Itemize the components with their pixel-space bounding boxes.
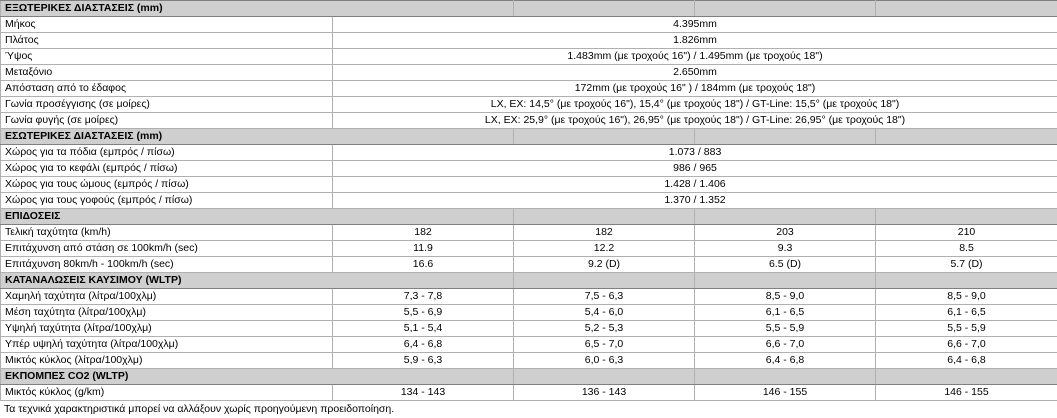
row-label: Τελική ταχύτητα (km/h) (1, 225, 333, 241)
row-value: 6,4 - 6,8 (333, 337, 514, 353)
header-blank-cell (695, 273, 876, 289)
section-title: ΕΠΙΔΟΣΕΙΣ (1, 209, 514, 225)
header-blank-cell (695, 1, 876, 17)
row-value: 986 / 965 (333, 161, 1057, 177)
row-label: Χώρος για τα πόδια (εμπρός / πίσω) (1, 145, 333, 161)
row-value: 7,3 - 7,8 (333, 289, 514, 305)
row-value: 1.428 / 1.406 (333, 177, 1057, 193)
row-value: 6,6 - 7,0 (876, 337, 1057, 353)
row-value: 6,1 - 6,5 (695, 305, 876, 321)
row-value: 182 (514, 225, 695, 241)
section-title: ΕΞΩΤΕΡΙΚΕΣ ΔΙΑΣΤΑΣΕΙΣ (mm) (1, 1, 514, 17)
table-row (1, 337, 1057, 353)
row-value: 5,1 - 5,4 (333, 321, 514, 337)
row-value: 6,5 - 7,0 (514, 337, 695, 353)
row-value: 136 - 143 (514, 385, 695, 401)
row-value: 8,5 - 9,0 (695, 289, 876, 305)
row-value: 210 (876, 225, 1057, 241)
row-value: 6,0 - 6,3 (514, 353, 695, 369)
table-row (1, 161, 1057, 177)
section-header (1, 129, 1057, 145)
header-blank-cell (514, 273, 695, 289)
row-label: Μέση ταχύτητα (λίτρα/100χλμ) (1, 305, 333, 321)
header-blank-cell (876, 209, 1057, 225)
row-value: 6,1 - 6,5 (876, 305, 1057, 321)
table-row (1, 257, 1057, 273)
row-value: 5,2 - 5,3 (514, 321, 695, 337)
header-blank-cell (876, 129, 1057, 145)
row-value: 1.483mm (με τροχούς 16") / 1.495mm (με τροχούς 18") (333, 49, 1057, 65)
row-label: Χώρος για τους γοφούς (εμπρός / πίσω) (1, 193, 333, 209)
row-value: 8.5 (876, 241, 1057, 257)
row-label: Ύψος (1, 49, 333, 65)
row-label: Χαμηλή ταχύτητα (λίτρα/100χλμ) (1, 289, 333, 305)
row-label: Μικτός κύκλος (g/km) (1, 385, 333, 401)
row-value: LX, EX: 14,5° (με τροχούς 16"), 15,4° (με τροχούς 18") / GT-Line: 15,5° (με τροχούς 18") (333, 97, 1057, 113)
table-row (1, 81, 1057, 97)
header-blank-cell (695, 369, 876, 385)
row-value: 5.7 (D) (876, 257, 1057, 273)
header-blank-cell (876, 273, 1057, 289)
header-blank-cell (695, 209, 876, 225)
row-label: Μεταξόνιο (1, 65, 333, 81)
row-value: 6,4 - 6,8 (695, 353, 876, 369)
row-label: Μήκος (1, 17, 333, 33)
row-value: 9.2 (D) (514, 257, 695, 273)
row-label: Γωνία προσέγγισης (σε μοίρες) (1, 97, 333, 113)
section-header (1, 1, 1057, 17)
footnote: Τα τεχνικά χαρακτηριστικά μπορεί να αλλάξουν χωρίς προηγούμενη προειδοποίηση. (0, 401, 1057, 418)
header-blank-cell (876, 1, 1057, 17)
table-row (1, 33, 1057, 49)
header-blank-cell (695, 129, 876, 145)
row-value: 146 - 155 (876, 385, 1057, 401)
row-value: 1.073 / 883 (333, 145, 1057, 161)
header-blank-cell (876, 369, 1057, 385)
table-row (1, 177, 1057, 193)
table-row (1, 65, 1057, 81)
row-label: Πλάτος (1, 33, 333, 49)
section-header (1, 369, 1057, 385)
section-title: ΕΣΩΤΕΡΙΚΕΣ ΔΙΑΣΤΑΣΕΙΣ (mm) (1, 129, 514, 145)
table-row (1, 305, 1057, 321)
row-label: Επιτάχυνση από στάση σε 100km/h (sec) (1, 241, 333, 257)
header-blank-cell (514, 1, 695, 17)
table-row (1, 225, 1057, 241)
row-value: 12.2 (514, 241, 695, 257)
header-blank-cell (514, 369, 695, 385)
row-label: Απόσταση από το έδαφος (1, 81, 333, 97)
row-label: Χώρος για τους ώμους (εμπρός / πίσω) (1, 177, 333, 193)
row-value: 6.5 (D) (695, 257, 876, 273)
table-row (1, 321, 1057, 337)
table-row (1, 113, 1057, 129)
row-label: Υψηλή ταχύτητα (λίτρα/100χλμ) (1, 321, 333, 337)
row-label: Υπέρ υψηλή ταχύτητα (λίτρα/100χλμ) (1, 337, 333, 353)
row-value: 5,9 - 6,3 (333, 353, 514, 369)
section-header (1, 273, 1057, 289)
row-value: 4.395mm (333, 17, 1057, 33)
row-value: 9.3 (695, 241, 876, 257)
section-title: ΕΚΠΟΜΠΕΣ CO2 (WLTP) (1, 369, 514, 385)
row-value: 11.9 (333, 241, 514, 257)
row-value: 1.826mm (333, 33, 1057, 49)
row-value: 134 - 143 (333, 385, 514, 401)
table-row (1, 241, 1057, 257)
table-row (1, 353, 1057, 369)
row-value: LX, EX: 25,9° (με τροχούς 16"), 26,95° (με τροχούς 18") / GT-Line: 26,95° (με τροχούς 18") (333, 113, 1057, 129)
table-row (1, 385, 1057, 401)
row-value: 5,4 - 6,0 (514, 305, 695, 321)
table-row (1, 145, 1057, 161)
row-value: 172mm (με τροχούς 16" ) / 184mm (με τροχούς 18") (333, 81, 1057, 97)
row-value: 16.6 (333, 257, 514, 273)
row-value: 6,6 - 7,0 (695, 337, 876, 353)
table-row (1, 289, 1057, 305)
row-value: 6,4 - 6,8 (876, 353, 1057, 369)
row-label: Χώρος για το κεφάλι (εμπρός / πίσω) (1, 161, 333, 177)
row-value: 7,5 - 6,3 (514, 289, 695, 305)
row-value: 5,5 - 6,9 (333, 305, 514, 321)
row-label: Μικτός κύκλος (λίτρα/100χλμ) (1, 353, 333, 369)
table-row (1, 193, 1057, 209)
row-value: 1.370 / 1.352 (333, 193, 1057, 209)
row-value: 2.650mm (333, 65, 1057, 81)
row-value: 182 (333, 225, 514, 241)
row-label: Επιτάχυνση 80km/h - 100km/h (sec) (1, 257, 333, 273)
row-value: 5,5 - 5,9 (876, 321, 1057, 337)
header-blank-cell (514, 209, 695, 225)
row-value: 5,5 - 5,9 (695, 321, 876, 337)
table-row (1, 49, 1057, 65)
row-value: 146 - 155 (695, 385, 876, 401)
row-value: 8,5 - 9,0 (876, 289, 1057, 305)
table-row (1, 97, 1057, 113)
row-value: 203 (695, 225, 876, 241)
row-label: Γωνία φυγής (σε μοίρες) (1, 113, 333, 129)
header-blank-cell (514, 129, 695, 145)
section-header (1, 209, 1057, 225)
section-title: ΚΑΤΑΝΑΛΩΣΕΙΣ ΚΑΥΣΙΜΟΥ (WLTP) (1, 273, 514, 289)
table-row (1, 17, 1057, 33)
